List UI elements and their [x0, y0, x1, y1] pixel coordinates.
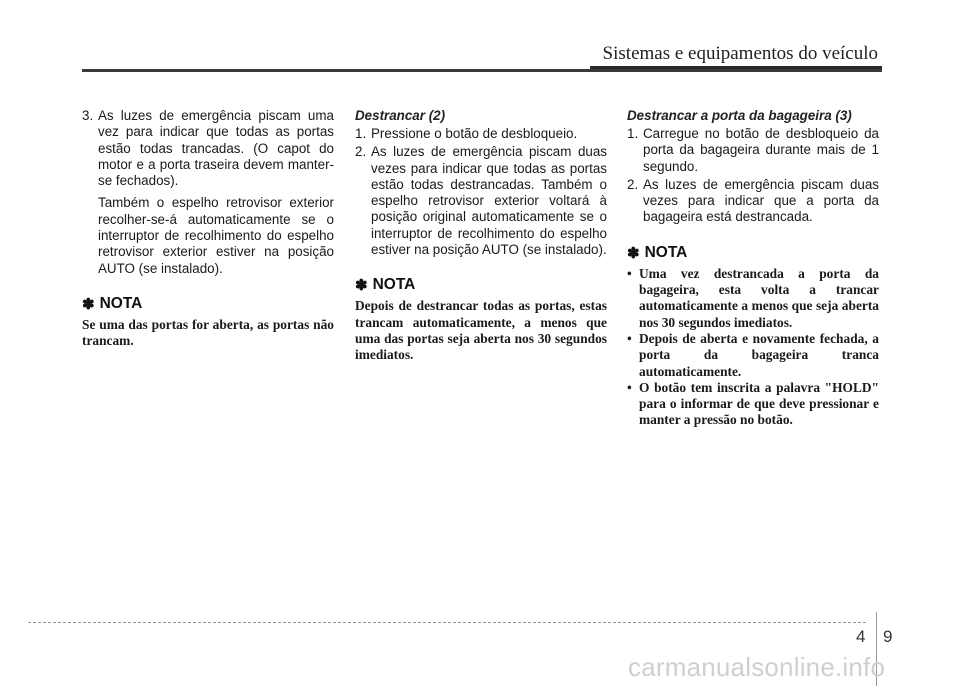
bullet-text: Uma vez destrancada a porta da bagageira, esta volta a trancar automaticamente a menos que seja aberta nos 30 segundos imediatos.	[639, 265, 879, 330]
note-star-icon: ✽	[82, 295, 95, 313]
note-star-icon: ✽	[627, 244, 640, 262]
bullet-icon: •	[627, 265, 632, 281]
item-number: 2.	[627, 176, 639, 192]
bullet-icon: •	[627, 330, 632, 346]
note-text: Se uma das portas for aberta, as portas não trancam.	[82, 316, 334, 349]
item-number: 2.	[355, 144, 367, 160]
bullet-text: Depois de aberta e novamente fechada, a porta da bagageira tranca automaticamente.	[639, 330, 879, 379]
item-number: 1.	[355, 126, 367, 141]
bullet-text: O botão tem inscrita a palavra "HOLD" para o informar de que deve pressionar e manter a pressão no botão.	[639, 379, 879, 428]
note-heading	[355, 276, 607, 294]
chapter-number: 4	[856, 627, 866, 646]
item-text: As luzes de emergência piscam duas vezes para indicar que a porta da bagageira está destrancada.	[643, 176, 879, 225]
column-2	[355, 108, 607, 364]
column-3	[627, 108, 879, 429]
note-heading	[82, 295, 334, 313]
note-text: Depois de destrancar todas as portas, estas trancam automaticamente, a menos que uma das portas seja aberta nos 30 segundos imediatos.	[355, 298, 607, 363]
item-paragraph: Também o espelho retrovisor exterior recolher-se-á automaticamente se o interruptor de recolhimento do espelho retrovisor exterior estiver na posição AUTO (se instalado).	[98, 195, 334, 276]
subsection-heading: Destrancar (2)	[355, 108, 446, 123]
header-rule	[82, 69, 882, 72]
list-item	[355, 144, 607, 258]
watermark: carmanualsonline.info	[628, 652, 886, 682]
page-number: 9	[883, 627, 893, 646]
list-item	[627, 126, 879, 175]
list-item	[627, 177, 879, 226]
bullet-item	[627, 331, 879, 380]
item-text: Carregue no botão de desbloqueio da porta da bagageira durante mais de 1 segundo.	[643, 126, 879, 174]
note-bullet-list	[627, 266, 879, 429]
item-number: 1.	[627, 126, 639, 141]
bullet-item	[627, 380, 879, 429]
note-star-icon: ✽	[355, 277, 368, 295]
note-title: NOTA	[372, 276, 416, 294]
item-text: As luzes de emergência piscam duas vezes para indicar que todas as portas estão todas destrancadas. Também o espelho retrovisor exterior voltará à posição original automaticamente se o interruptor de recolhimento do espelho estiver na posição AUTO (se instalado).	[371, 144, 607, 258]
item-text: As luzes de emergência piscam uma vez para indicar que todas as portas estão todas trancadas. (O capot do motor e a porta traseira devem manter-se fechados).	[98, 108, 334, 189]
section-title: Sistemas e equipamentos do veículo	[602, 43, 878, 64]
column-1	[82, 108, 334, 350]
subsection-heading: Destrancar a porta da bagageira (3)	[627, 108, 852, 123]
item-text: Pressione o botão de desbloqueio.	[371, 126, 578, 141]
list-item	[82, 108, 334, 189]
list-item	[355, 126, 607, 142]
note-title: NOTA	[99, 294, 143, 312]
footer-rule	[28, 622, 866, 623]
item-number: 3.	[82, 108, 94, 123]
note-title: NOTA	[644, 243, 688, 261]
note-heading	[627, 244, 879, 262]
bullet-icon: •	[627, 379, 632, 395]
bullet-item	[627, 266, 879, 331]
